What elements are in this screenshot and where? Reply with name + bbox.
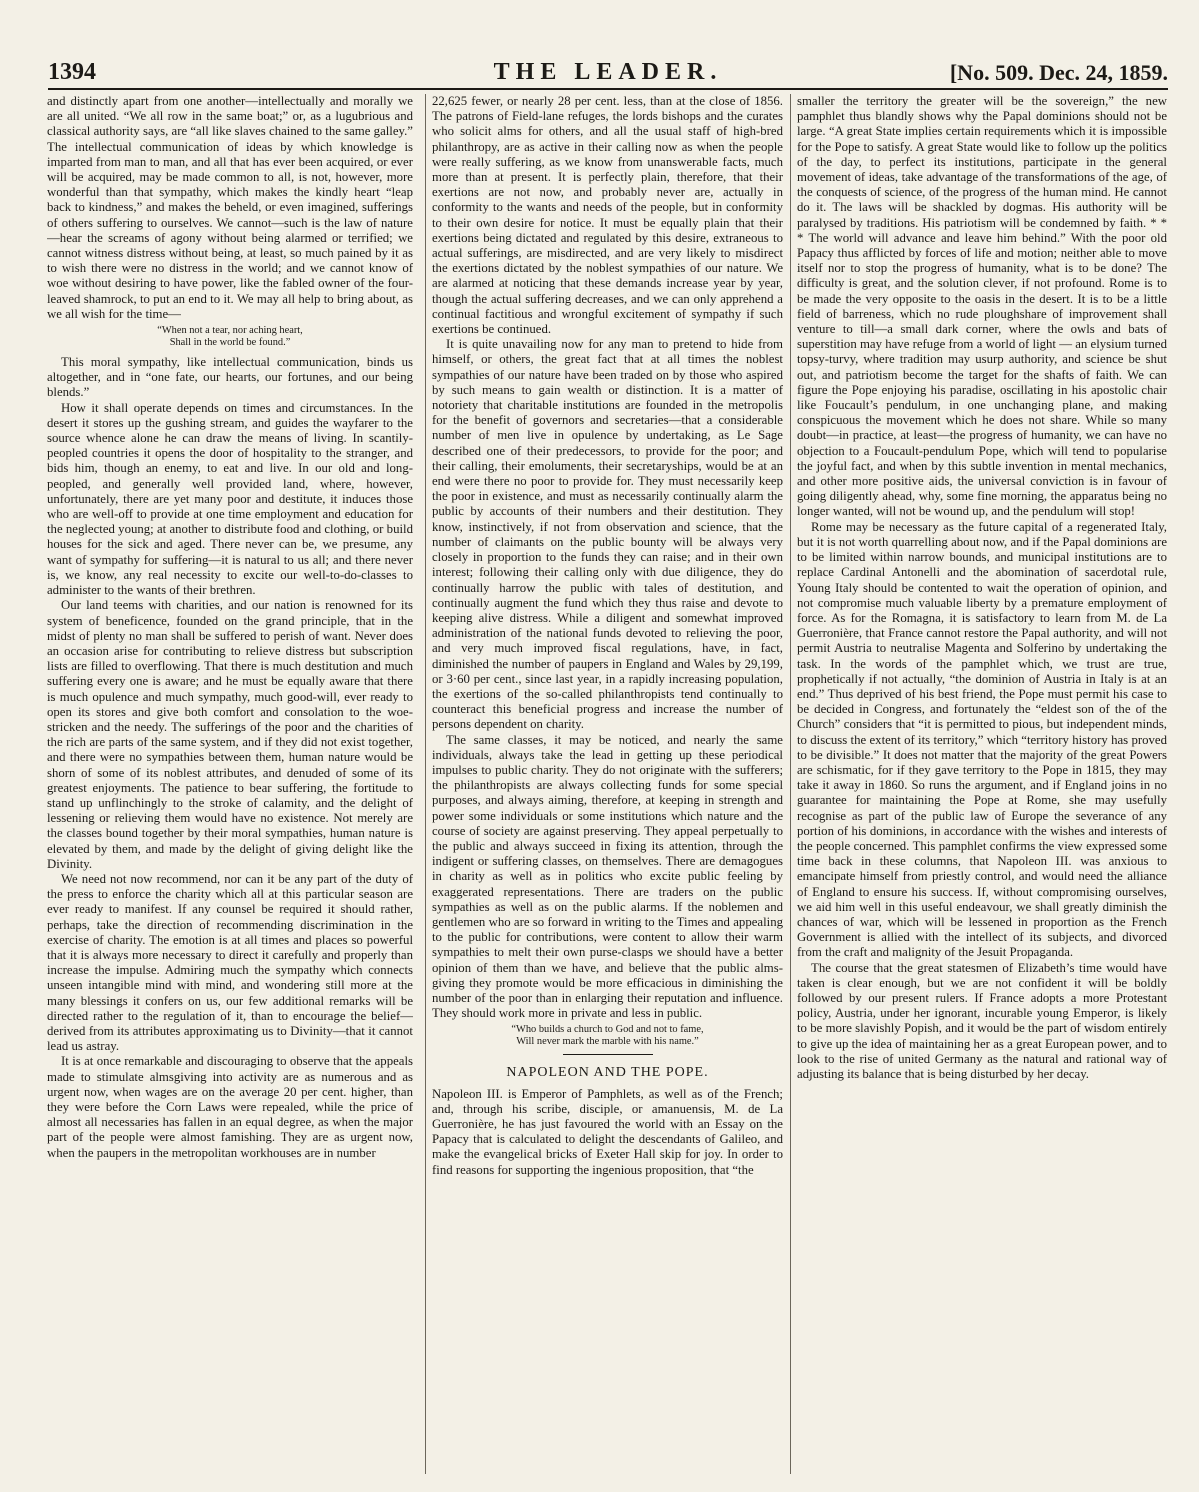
paragraph: smaller the territory the greater will be the sovereign,” the new pamphlet thus blandly shows why the Papal dominions should not be large. “A great State implies certain requirements which it is impossible for the Pope to satisfy. A great State would like to follow up the politics of the day, to perfect its institutions, participate in the general movement of ideas, take advantage of the transformations of the age, of the conquests of science, of the progress of the human mind. He cannot do it. The laws will be shackled by dogmas. His authority will be paralysed by traditions. His patriotism will be condemned by faith. * * * The world will advance and leave him behind.” With the poor old Papacy thus afflicted by forces of life and motion; neither able to move itself nor to stop the progress of humanity, what is to be done? The difficulty is great, and the solution clever, if not profound. Rome is to be made the very opposite to the oasis in the desert. It is to be a little field of barreness, which no rude ploughshare of improvement shall venture to till—a small dark corner, where the owls and bats of superstition may have refuge from a world of light — an elysium turned topsy-turvy, where tradition may usurp authority, and science be shut out, and patriotism become the target for the shafts of faith. We can figure the Pope enjoying his paradise, oscillating in his apostolic chair like Foucault’s pendulum, in one unchanging plane, and making conspicuous the movement which he does not share. While so many doubt—in practice, at least—the progress of humanity, we can have no objection to a Foucault-pendulum Pope, which will tend to popularise the joyful fact, and when by this subtle invention in mental mechanics, and other more positive aids, the universal conviction is in favour of going diligently ahead, why, some fine morning, the apparatus being no longer wanted, will not be wound up, and the pendulum will stop! [797,94,1167,519]
paragraph: How it shall operate depends on times and circumstances. In the desert it stores up the gushing stream, and guides the wayfarer to the source whence alone he can draw the means of living. In scantily-peopled countries it opens the door of hospitality to the stranger, and bids him, though an enemy, to eat and live. In our old and long-peopled, and generally well provided land, where, however, unfortunately, there are yet many poor and destitute, it induces those who are well-off to provide at one time employment and education for the neglected young; at another to distribute food and clothing, or build houses for the sick and aged. There never can be, we presume, any want of sympathy for suffering—it is natural to us all; and there never is, we know, any real necessity to excite our well-to-do-classes to administer to the wants of their brethren. [47,400,413,598]
quote-line: Will never mark the marble with his name.” [516,1036,699,1048]
column-3 [790,94,1167,1474]
column-2 [425,94,783,1474]
paragraph: and distinctly apart from one another—intellectually and morally we are all united. “We all row in the same boat;” or, as a lugubrious and classical authority says, are “all like slaves chained to the same galley.” The intellectual communication of ideas by which knowledge is imparted from man to man, and all that has ever been acquired, or ever will be acquired, may be made common to all, is not, however, more wonderful than that sympathy, which makes the kindly heart “leap back to kindness,” and makes the beheld, or even imagined, sufferings of others suffering to ourselves. We cannot—such is the law of nature—hear the screams of agony without being alarmed or terrified; we cannot witness distress without being, at least, so much pained by it as to wish there were no distress in the world; and we cannot know of woe without desiring to have power, like the fabled owner of the four-leaved shamrock, to put an end to it. We may all help to bring about, as we all wish for the time— [47,94,413,321]
paragraph: 22,625 fewer, or nearly 28 per cent. less, than at the close of 1856. The patrons of Field-lane refuges, the lords bishops and the curates who solicit alms for others, and all the usual staff of high-bred philanthropy, are as active in their calling now as when the people were really suffering, as we know from unanswerable facts, much more than at present. It is perfectly plain, therefore, that their exertions are not now, and probably never are, actually in conformity to the wants and needs of the people, but in conformity to their own desire for notice. It must be equally plain that their exertions being dictated and regulated by this desire, extraneous to actual sufferings, are misdirected, and are very likely to misdirect the exertions dictated by the noblest sympathies of our nature. We are alarmed at noticing that these demands increase year by year, though the actual suffering decreases, and we can only apprehend a continual factitious and wrongful excitement of sympathy if such exertions be continued. [432,94,783,337]
verse-quote [57,325,403,349]
paragraph: It is at once remarkable and discouraging to observe that the appeals made to stimulate almsgiving into activity are as numerous and as urgent now, when wages are on the average 20 per cent. higher, than they were before the Corn Laws were repealed, while the price of almost all necessaries has fallen in an equal degree, as when the major part of the people were almost famishing. They are as urgent now, when the paupers in the metropolitan workhouses are in number [47,1054,413,1160]
article-heading: NAPOLEON AND THE POPE. [506,1065,709,1081]
paragraph: It is quite unavailing now for any man to pretend to hide from himself, or others, the great fact that at all times the noblest sympathies of our nature have been traded on by those who aspired by such means to gain wealth or distinction. It is a matter of notoriety that charitable institutions are founded in the metropolis for the benefit of governors and secretaries—that a considerable number of men live in opulence by undertaking, as Le Sage described one of their predecessors, to provide for the poor; and their calling, their emoluments, their secretaryships, would be at an end were there no poor to provide for. They must necessarily keep the poor in existence, and must as necessarily continually alarm the public by accounts of their numbers and their destitution. They know, instinctively, if not from observation and science, that the number of claimants on the public bounty will be always very closely in proportion to the funds they can raise; and in their own interest; following their calling only with due diligence, they do continually harrow the public with tales of destitution, and continually augment the fund which they thus raise and devote to keeping alive distress. While a diligent and somewhat improved administration of the national funds devoted to relieving the poor, and very much improved fiscal regulations, have, in fact, diminished the number of paupers in England and Wales by 29,199, or 3·60 per cent., since last year, in a rapidly increasing population, the exertions of the so-called philanthropists tend continually to counteract this beneficial progress and increase the number of persons dependent on charity. [432,337,783,732]
paragraph: The same classes, it may be noticed, and nearly the same individuals, always take the lead in getting up these periodical impulses to public charity. They do not originate with the sufferers; the philanthropists are always collecting funds for some special purposes, and always aiming, therefore, at keeping in strength and power some individuals or some institutions which nature and the course of society are against preserving. They appeal perpetually to the public and always succeed in fixing its attention, through the indigent or suffering classes, on themselves. There are demagogues in charity as well as in politics who excite public feeling by exaggerated representations. There are traders on the public sympathies as well as on the public alarms. If the noblemen and gentlemen who are so forward in writing to the Times and appealing to the public for contributions, were content to allow their warm sympathies to melt their own purse-clasps we should have a better opinion of them than we have, and believe that the public alms-giving they promote would be more efficacious in diminishing the number of the poor than in enlarging their reputation and influence. They should work more in private and less in public. [432,732,783,1021]
paragraph: This moral sympathy, like intellectual communication, binds us altogether, and in “one fate, our hearts, our fortunes, and our being blends.” [47,355,413,400]
masthead-title: THE LEADER. [493,59,723,85]
page-header [48,58,1168,90]
verse-quote [442,1024,773,1048]
paragraph: The course that the great statesmen of Elizabeth’s time would have taken is clear enough, but we are not confident it will be boldly followed by our present rulers. If France adopts a more Protestant policy, Austria, under her ignorant, incurable young Emperor, is likely to be more slavishly Popish, and it would be the part of wisdom entirely to give up the idea of maintaining her as a great European power, and to look to the rise of united Germany as the natural and rational way of adjusting its balance that is being disturbed by her decay. [797,960,1167,1081]
quote-line: “When not a tear, nor aching heart, [157,325,303,337]
paragraph: Rome may be necessary as the future capital of a regenerated Italy, but it is not worth quarrelling about now, and if the Papal dominions are to be limited within narrow bounds, and municipal institutions are to replace Cardinal Antonelli and the abomination of sacerdotal rule, Young Italy should be contented to wait the operation of opinion, and not compromise much valuable liberty by a premature employment of force. As for the Romagna, it is satisfactory to learn from M. de La Guerronière, that France cannot restore the Papal authority, and will not permit Austria to neutralise Magenta and Solferino by undertaking the task. In the words of the pamphlet which, we trust are true, prophetically if not actually, “the dominion of Austria in Italy is at an end.” Thus deprived of his best friend, the Pope must permit his case to be decided in Congress, and fortunately the “eldest son of the of the Church” considers that “it is permitted to pious, but independent minds, to discuss the extent of its territory,” which “territory history has proved to be divisible.” It does not matter that the majority of the great Powers are schismatic, for if they gave territory to the Pope in 1815, they may take it away in 1860. So runs the argument, and if England joins in no guarantee for maintaining the Pope at Rome, she may usefully recognise as part of the public law of Europe the severance of any portion of his dominions, in accordance with the wishes and interests of the people concerned. This pamphlet confirms the view expressed some time back in these columns, that Napoleon III. was anxious to emancipate himself from priestly control, and would need the alliance of England to ensure his success. If, without compromising ourselves, we aid him well in this useful endeavour, we shall greatly diminish the chances of war, which will be lessened in proportion as the French Government is allied with the intellect of its subjects, and divorced from the craft and malignity of the Jesuit Propaganda. [797,519,1167,960]
page-number: 1394 [48,59,96,85]
issue-date: [No. 509. Dec. 24, 1859. [949,60,1168,85]
section-divider [563,1054,653,1055]
paragraph: Our land teems with charities, and our nation is renowned for its system of beneficence, founded on the grand principle, that in the midst of plenty no man shall be suffered to perish of want. Never does an occasion arise for contributing to relieve distress but subscription lists are filled to overflowing. That there is much destitution and much suffering every one is aware; and he must be equally aware that there is much opulence and much sympathy, much good-will, ever ready to open its stores and give both comfort and consolation to the woe-stricken and the needy. The sufferings of the poor and the charities of the rich are parts of the same system, and if they did not exist together, and there were no sympathies between them, human nature would be shorn of some of its noblest attributes, and denuded of some of its greatest enjoyments. The patience to bear suffering, the fortitude to stand up unflinchingly to the stroke of calamity, and the delight of lessening or relieving them would have no existence. Not merely are the classes bound together by their moral sympathies, human nature is elevated by them, and made by the delight of giving delight like the Divinity. [47,598,413,871]
quote-line: “Who builds a church to God and not to fame, [511,1024,704,1036]
column-1 [47,94,413,1474]
paragraph: We need not now recommend, nor can it be any part of the duty of the press to enforce the charity which all at this particular season are ever ready to manifest. If any counsel be required it should rather, perhaps, take the direction of recommending discrimination in the exercise of charity. The emotion is at all times and places so powerful that it is always more necessary to direct it carefully and properly than increase the impulse. Admiring much the sympathy which connects unseen intangible mind with mind, and wondering still more at the many blessings it confers on us, our few additional remarks will be directed rather to the regulation of it, than to encourage the belief—derived from its attributes approximating us to Divinity—that it cannot lead us astray. [47,871,413,1054]
quote-line: Shall in the world be found.” [169,337,291,349]
paragraph: Napoleon III. is Emperor of Pamphlets, as well as of the French; and, through his scribe, disciple, or amanuensis, M. de La Guerronière, he has just favoured the world with an Essay on the Papacy that is calculated to delight the descendants of Galileo, and make the evangelical bricks of Exeter Hall skip for joy. In order to find reasons for supporting the ingenious proposition, that “the [432,1086,783,1177]
